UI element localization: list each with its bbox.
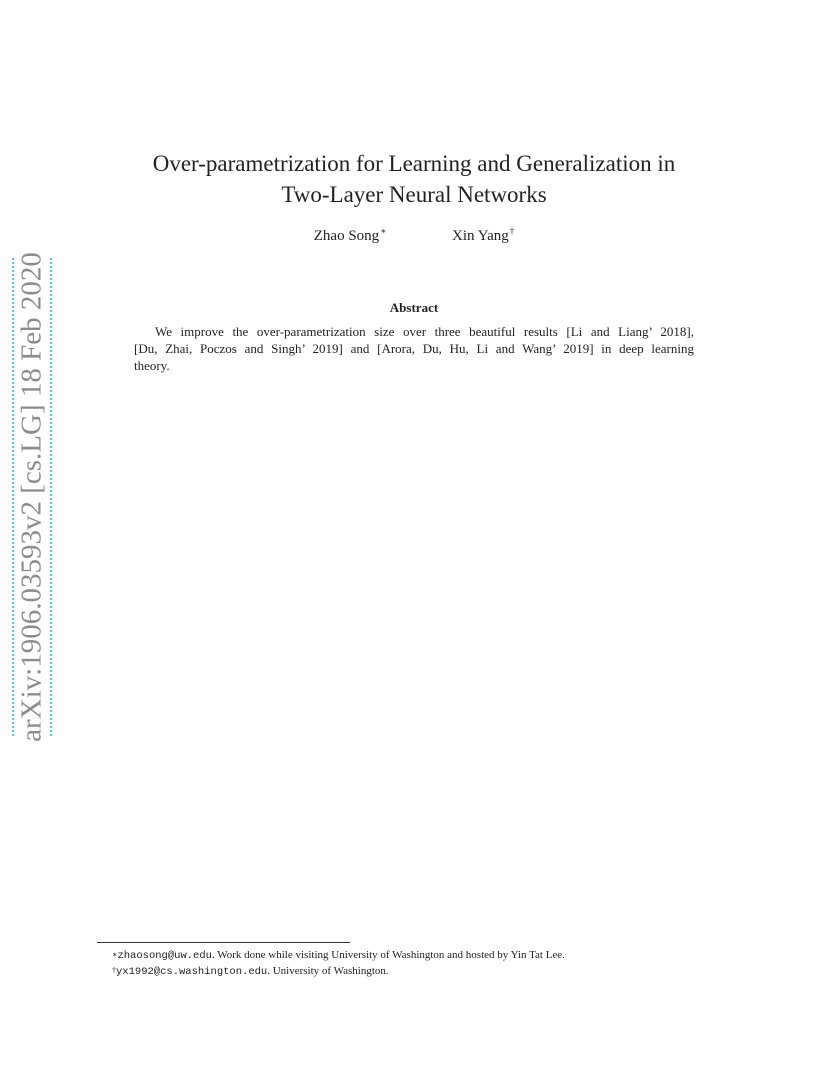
abstract-line-3: theory. <box>134 358 170 373</box>
footnote-email[interactable]: yx1992@cs.washington.edu <box>116 966 268 978</box>
footnote-2 <box>112 964 712 980</box>
author-list <box>0 228 828 245</box>
title-line-2: Two-Layer Neural Networks <box>281 182 547 207</box>
abstract-heading: Abstract <box>389 300 439 315</box>
title-line-1: Over-parametrization for Learning and Generalization in <box>152 151 676 176</box>
footnote-1 <box>112 948 712 964</box>
footnote-text: . University of Washington. <box>267 965 389 977</box>
footnotes <box>112 948 712 980</box>
author-footnote-mark: † <box>509 226 515 236</box>
footnote-email[interactable]: zhaosong@uw.edu <box>117 950 212 962</box>
author-footnote-mark: ∗ <box>380 226 387 236</box>
abstract-line-2: [Du, Zhai, Poczos and Singh’ 2019] and [Arora, Du, Hu, Li and Wang’ 2019] in deep learning <box>134 341 694 356</box>
arxiv-identifier: arXiv:1906.03593v2 [cs.LG] 18 Feb 2020 <box>15 252 48 742</box>
footnote-mark: ∗ <box>112 950 118 959</box>
author-name: Xin Yang <box>452 228 509 244</box>
author-name: Zhao Song <box>313 228 380 244</box>
abstract-body <box>134 323 694 374</box>
footnote-text: . Work done while visiting University of Washington and hosted by Yin Tat Lee. <box>211 949 565 961</box>
author-2 <box>452 228 514 245</box>
paper-title <box>0 148 828 210</box>
footnote-mark: † <box>112 966 116 975</box>
arxiv-stamp <box>12 252 52 742</box>
abstract-line-1: We improve the over-parametrization size over three beautiful results [Li and Liang’ 2018], <box>155 324 694 339</box>
author-1 <box>314 228 387 245</box>
footnote-rule <box>97 942 350 943</box>
